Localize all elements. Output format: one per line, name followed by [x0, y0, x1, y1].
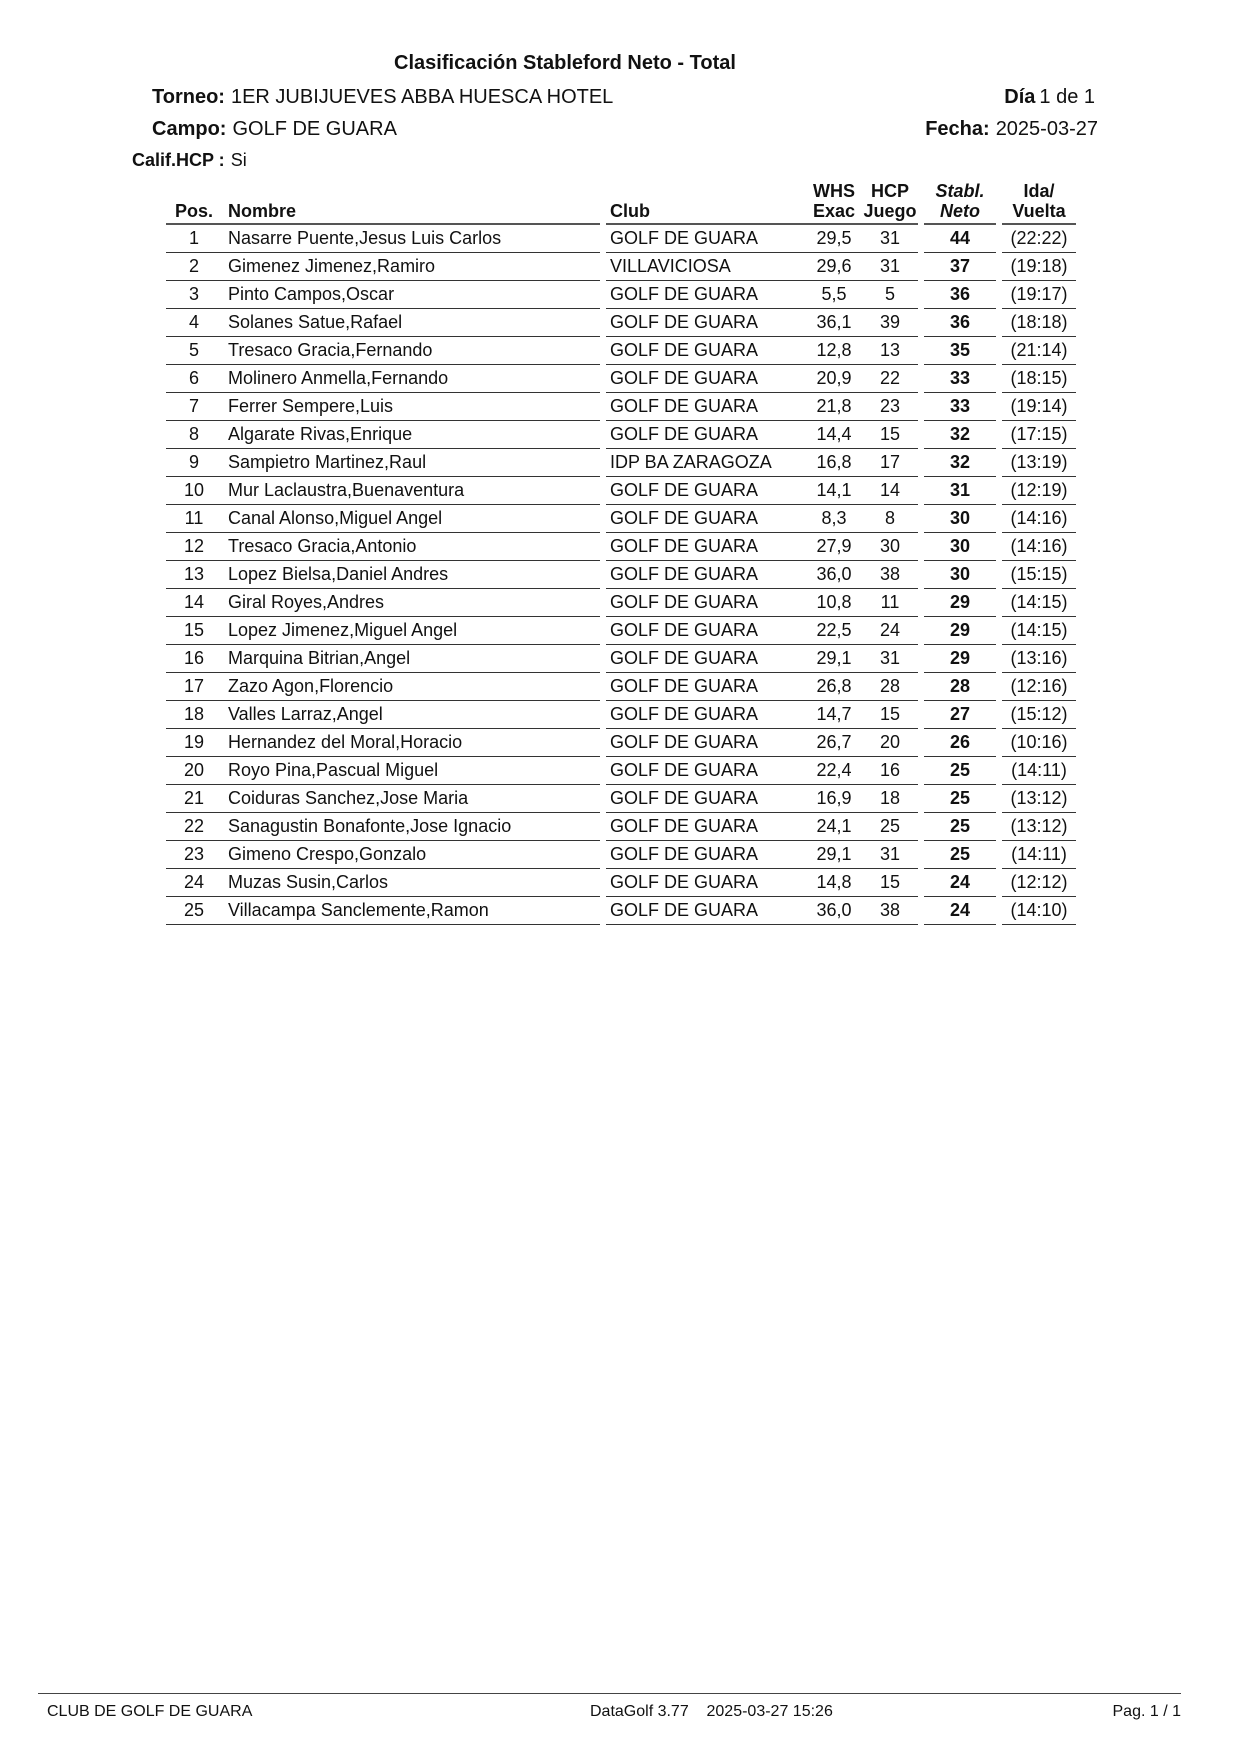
fecha-row — [925, 118, 1098, 141]
row-stab: 24 — [924, 869, 996, 897]
row-ida: (19:14) — [1002, 393, 1076, 421]
row-stab: 30 — [924, 533, 996, 561]
table-row — [166, 869, 1076, 897]
row-ida: (14:10) — [1002, 897, 1076, 925]
row-whs: 8,3 — [806, 505, 862, 533]
row-hcp: 8 — [862, 505, 918, 533]
row-stab: 37 — [924, 253, 996, 281]
row-hcp: 39 — [862, 309, 918, 337]
row-club: GOLF DE GUARA — [606, 393, 806, 421]
calif-row — [132, 150, 247, 171]
row-pos: 13 — [166, 561, 222, 589]
row-club: GOLF DE GUARA — [606, 869, 806, 897]
table-row — [166, 841, 1076, 869]
row-ida: (19:17) — [1002, 281, 1076, 309]
row-stab: 28 — [924, 673, 996, 701]
row-whs: 36,0 — [806, 897, 862, 925]
row-nombre: Tresaco Gracia,Fernando — [222, 337, 600, 365]
row-hcp: 31 — [862, 225, 918, 253]
row-ida: (14:15) — [1002, 589, 1076, 617]
row-club: GOLF DE GUARA — [606, 477, 806, 505]
row-stab: 33 — [924, 393, 996, 421]
row-hcp: 15 — [862, 869, 918, 897]
row-hcp: 22 — [862, 365, 918, 393]
row-hcp: 11 — [862, 589, 918, 617]
row-nombre: Zazo Agon,Florencio — [222, 673, 600, 701]
row-ida: (14:15) — [1002, 617, 1076, 645]
table-row — [166, 701, 1076, 729]
torneo-row — [152, 86, 613, 109]
calif-value: Si — [230, 150, 247, 170]
row-hcp: 38 — [862, 897, 918, 925]
row-hcp: 18 — [862, 785, 918, 813]
table-row — [166, 393, 1076, 421]
row-nombre: Pinto Campos,Oscar — [222, 281, 600, 309]
row-club: GOLF DE GUARA — [606, 589, 806, 617]
table-row — [166, 673, 1076, 701]
row-club: GOLF DE GUARA — [606, 533, 806, 561]
campo-label: Campo: — [152, 118, 227, 140]
row-nombre: Algarate Rivas,Enrique — [222, 421, 600, 449]
row-whs: 22,4 — [806, 757, 862, 785]
row-whs: 20,9 — [806, 365, 862, 393]
row-stab: 25 — [924, 813, 996, 841]
row-club: GOLF DE GUARA — [606, 729, 806, 757]
row-hcp: 30 — [862, 533, 918, 561]
col-hcp-header — [862, 181, 918, 225]
row-nombre: Canal Alonso,Miguel Angel — [222, 505, 600, 533]
row-whs: 36,1 — [806, 309, 862, 337]
row-hcp: 31 — [862, 841, 918, 869]
col-nombre-header: Nombre — [222, 181, 600, 225]
row-whs: 14,7 — [806, 701, 862, 729]
row-whs: 24,1 — [806, 813, 862, 841]
row-whs: 36,0 — [806, 561, 862, 589]
row-stab: 25 — [924, 785, 996, 813]
table-row — [166, 533, 1076, 561]
row-whs: 26,8 — [806, 673, 862, 701]
row-stab: 44 — [924, 225, 996, 253]
row-stab: 36 — [924, 281, 996, 309]
row-stab: 36 — [924, 309, 996, 337]
dia-label: Día — [1004, 86, 1036, 108]
row-ida: (14:16) — [1002, 505, 1076, 533]
row-ida: (15:15) — [1002, 561, 1076, 589]
row-hcp: 15 — [862, 701, 918, 729]
row-ida: (12:12) — [1002, 869, 1076, 897]
row-club: GOLF DE GUARA — [606, 673, 806, 701]
row-stab: 25 — [924, 757, 996, 785]
torneo-value: 1ER JUBIJUEVES ABBA HUESCA HOTEL — [230, 86, 614, 108]
row-ida: (18:15) — [1002, 365, 1076, 393]
row-nombre: Hernandez del Moral,Horacio — [222, 729, 600, 757]
row-nombre: Gimeno Crespo,Gonzalo — [222, 841, 600, 869]
page-title: Clasificación Stableford Neto - Total — [394, 52, 736, 74]
row-pos: 12 — [166, 533, 222, 561]
footer-club: CLUB DE GOLF DE GUARA — [47, 1703, 253, 1720]
row-pos: 3 — [166, 281, 222, 309]
row-stab: 29 — [924, 617, 996, 645]
row-nombre: Ferrer Sempere,Luis — [222, 393, 600, 421]
table-row — [166, 337, 1076, 365]
row-ida: (22:22) — [1002, 225, 1076, 253]
row-whs: 12,8 — [806, 337, 862, 365]
row-whs: 29,6 — [806, 253, 862, 281]
row-stab: 27 — [924, 701, 996, 729]
row-nombre: Molinero Anmella,Fernando — [222, 365, 600, 393]
col-whs-line1: WHS — [813, 181, 855, 201]
row-whs: 16,9 — [806, 785, 862, 813]
row-pos: 4 — [166, 309, 222, 337]
row-club: GOLF DE GUARA — [606, 309, 806, 337]
row-pos: 6 — [166, 365, 222, 393]
row-hcp: 15 — [862, 421, 918, 449]
row-hcp: 13 — [862, 337, 918, 365]
row-whs: 29,5 — [806, 225, 862, 253]
row-pos: 5 — [166, 337, 222, 365]
row-whs: 14,1 — [806, 477, 862, 505]
row-pos: 17 — [166, 673, 222, 701]
table-row — [166, 785, 1076, 813]
row-ida: (17:15) — [1002, 421, 1076, 449]
table-row — [166, 253, 1076, 281]
row-hcp: 14 — [862, 477, 918, 505]
row-pos: 11 — [166, 505, 222, 533]
row-pos: 9 — [166, 449, 222, 477]
col-pos-header: Pos. — [166, 181, 222, 225]
row-hcp: 16 — [862, 757, 918, 785]
table-row — [166, 225, 1076, 253]
row-pos: 7 — [166, 393, 222, 421]
table-row — [166, 365, 1076, 393]
row-club: GOLF DE GUARA — [606, 505, 806, 533]
dia-row — [1004, 86, 1095, 109]
row-pos: 18 — [166, 701, 222, 729]
row-pos: 19 — [166, 729, 222, 757]
row-hcp: 31 — [862, 253, 918, 281]
row-hcp: 38 — [862, 561, 918, 589]
row-club: GOLF DE GUARA — [606, 813, 806, 841]
row-pos: 23 — [166, 841, 222, 869]
row-nombre: Gimenez Jimenez,Ramiro — [222, 253, 600, 281]
col-stab-line2: Neto — [940, 201, 980, 221]
row-ida: (13:12) — [1002, 813, 1076, 841]
row-club: GOLF DE GUARA — [606, 421, 806, 449]
row-pos: 22 — [166, 813, 222, 841]
row-pos: 8 — [166, 421, 222, 449]
footer-software: DataGolf 3.77 2025-03-27 15:26 — [590, 1703, 833, 1720]
row-pos: 24 — [166, 869, 222, 897]
table-row — [166, 505, 1076, 533]
row-ida: (21:14) — [1002, 337, 1076, 365]
table-row — [166, 729, 1076, 757]
row-club: GOLF DE GUARA — [606, 757, 806, 785]
row-stab: 24 — [924, 897, 996, 925]
row-pos: 1 — [166, 225, 222, 253]
table-row — [166, 757, 1076, 785]
row-club: GOLF DE GUARA — [606, 897, 806, 925]
row-nombre: Coiduras Sanchez,Jose Maria — [222, 785, 600, 813]
row-hcp: 31 — [862, 645, 918, 673]
row-hcp: 25 — [862, 813, 918, 841]
row-ida: (13:12) — [1002, 785, 1076, 813]
row-pos: 2 — [166, 253, 222, 281]
row-stab: 26 — [924, 729, 996, 757]
row-club: GOLF DE GUARA — [606, 701, 806, 729]
dia-value: 1 de 1 — [1039, 86, 1095, 108]
table-row — [166, 421, 1076, 449]
row-whs: 22,5 — [806, 617, 862, 645]
row-whs: 29,1 — [806, 841, 862, 869]
row-ida: (10:16) — [1002, 729, 1076, 757]
row-pos: 16 — [166, 645, 222, 673]
row-whs: 10,8 — [806, 589, 862, 617]
row-stab: 29 — [924, 645, 996, 673]
footer-divider — [38, 1693, 1181, 1694]
row-hcp: 23 — [862, 393, 918, 421]
row-nombre: Villacampa Sanclemente,Ramon — [222, 897, 600, 925]
row-nombre: Royo Pina,Pascual Miguel — [222, 757, 600, 785]
row-ida: (14:16) — [1002, 533, 1076, 561]
table-row — [166, 561, 1076, 589]
row-whs: 14,8 — [806, 869, 862, 897]
row-club: GOLF DE GUARA — [606, 337, 806, 365]
torneo-label: Torneo: — [152, 86, 225, 108]
table-row — [166, 617, 1076, 645]
row-hcp: 24 — [862, 617, 918, 645]
row-hcp: 17 — [862, 449, 918, 477]
row-whs: 14,4 — [806, 421, 862, 449]
row-whs: 21,8 — [806, 393, 862, 421]
col-club-header: Club — [606, 181, 806, 225]
row-ida: (12:19) — [1002, 477, 1076, 505]
row-nombre: Mur Laclaustra,Buenaventura — [222, 477, 600, 505]
row-ida: (14:11) — [1002, 841, 1076, 869]
row-nombre: Sampietro Martinez,Raul — [222, 449, 600, 477]
row-stab: 32 — [924, 421, 996, 449]
row-stab: 25 — [924, 841, 996, 869]
table-row — [166, 477, 1076, 505]
row-stab: 31 — [924, 477, 996, 505]
row-whs: 26,7 — [806, 729, 862, 757]
fecha-value: 2025-03-27 — [995, 118, 1098, 140]
col-stab-line1: Stabl. — [935, 181, 985, 201]
row-club: GOLF DE GUARA — [606, 225, 806, 253]
row-ida: (19:18) — [1002, 253, 1076, 281]
row-club: GOLF DE GUARA — [606, 841, 806, 869]
row-pos: 10 — [166, 477, 222, 505]
row-nombre: Marquina Bitrian,Angel — [222, 645, 600, 673]
table-row — [166, 589, 1076, 617]
row-club: GOLF DE GUARA — [606, 281, 806, 309]
row-nombre: Muzas Susin,Carlos — [222, 869, 600, 897]
row-whs: 27,9 — [806, 533, 862, 561]
row-pos: 20 — [166, 757, 222, 785]
col-stab-header — [924, 181, 996, 225]
row-stab: 29 — [924, 589, 996, 617]
campo-value: GOLF DE GUARA — [232, 118, 397, 140]
row-nombre: Sanagustin Bonafonte,Jose Ignacio — [222, 813, 600, 841]
row-ida: (12:16) — [1002, 673, 1076, 701]
col-ida-header — [1002, 181, 1076, 225]
row-hcp: 28 — [862, 673, 918, 701]
col-hcp-line2: Juego — [863, 201, 917, 221]
footer-page: Pag. 1 / 1 — [1112, 1703, 1181, 1720]
row-whs: 29,1 — [806, 645, 862, 673]
col-hcp-line1: HCP — [870, 181, 909, 201]
row-nombre: Solanes Satue,Rafael — [222, 309, 600, 337]
table-row — [166, 309, 1076, 337]
row-ida: (13:16) — [1002, 645, 1076, 673]
table-header-row — [166, 181, 1076, 225]
row-club: GOLF DE GUARA — [606, 645, 806, 673]
col-whs-line2: Exac — [812, 201, 856, 221]
row-ida: (13:19) — [1002, 449, 1076, 477]
table-body — [166, 225, 1076, 925]
row-nombre: Nasarre Puente,Jesus Luis Carlos — [222, 225, 600, 253]
row-pos: 15 — [166, 617, 222, 645]
table-row — [166, 281, 1076, 309]
row-club: GOLF DE GUARA — [606, 785, 806, 813]
calif-label: Calif.HCP : — [132, 150, 225, 170]
row-stab: 33 — [924, 365, 996, 393]
row-club: GOLF DE GUARA — [606, 561, 806, 589]
row-nombre: Tresaco Gracia,Antonio — [222, 533, 600, 561]
row-hcp: 5 — [862, 281, 918, 309]
row-club: IDP BA ZARAGOZA — [606, 449, 806, 477]
campo-row — [152, 118, 397, 141]
row-stab: 35 — [924, 337, 996, 365]
results-table — [166, 181, 1076, 925]
row-pos: 21 — [166, 785, 222, 813]
table-row — [166, 645, 1076, 673]
table-row — [166, 813, 1076, 841]
row-stab: 30 — [924, 505, 996, 533]
row-club: GOLF DE GUARA — [606, 365, 806, 393]
row-ida: (18:18) — [1002, 309, 1076, 337]
row-pos: 25 — [166, 897, 222, 925]
row-nombre: Giral Royes,Andres — [222, 589, 600, 617]
table-row — [166, 449, 1076, 477]
row-club: GOLF DE GUARA — [606, 617, 806, 645]
row-whs: 16,8 — [806, 449, 862, 477]
row-club: VILLAVICIOSA — [606, 253, 806, 281]
row-hcp: 20 — [862, 729, 918, 757]
row-nombre: Valles Larraz,Angel — [222, 701, 600, 729]
row-nombre: Lopez Bielsa,Daniel Andres — [222, 561, 600, 589]
col-ida-line1: Ida/ — [1023, 181, 1055, 201]
row-whs: 5,5 — [806, 281, 862, 309]
row-stab: 30 — [924, 561, 996, 589]
row-ida: (14:11) — [1002, 757, 1076, 785]
row-pos: 14 — [166, 589, 222, 617]
table-row — [166, 897, 1076, 925]
row-ida: (15:12) — [1002, 701, 1076, 729]
col-ida-line2: Vuelta — [1012, 201, 1066, 221]
row-nombre: Lopez Jimenez,Miguel Angel — [222, 617, 600, 645]
row-stab: 32 — [924, 449, 996, 477]
col-whs-header — [806, 181, 862, 225]
fecha-label: Fecha: — [925, 118, 990, 140]
